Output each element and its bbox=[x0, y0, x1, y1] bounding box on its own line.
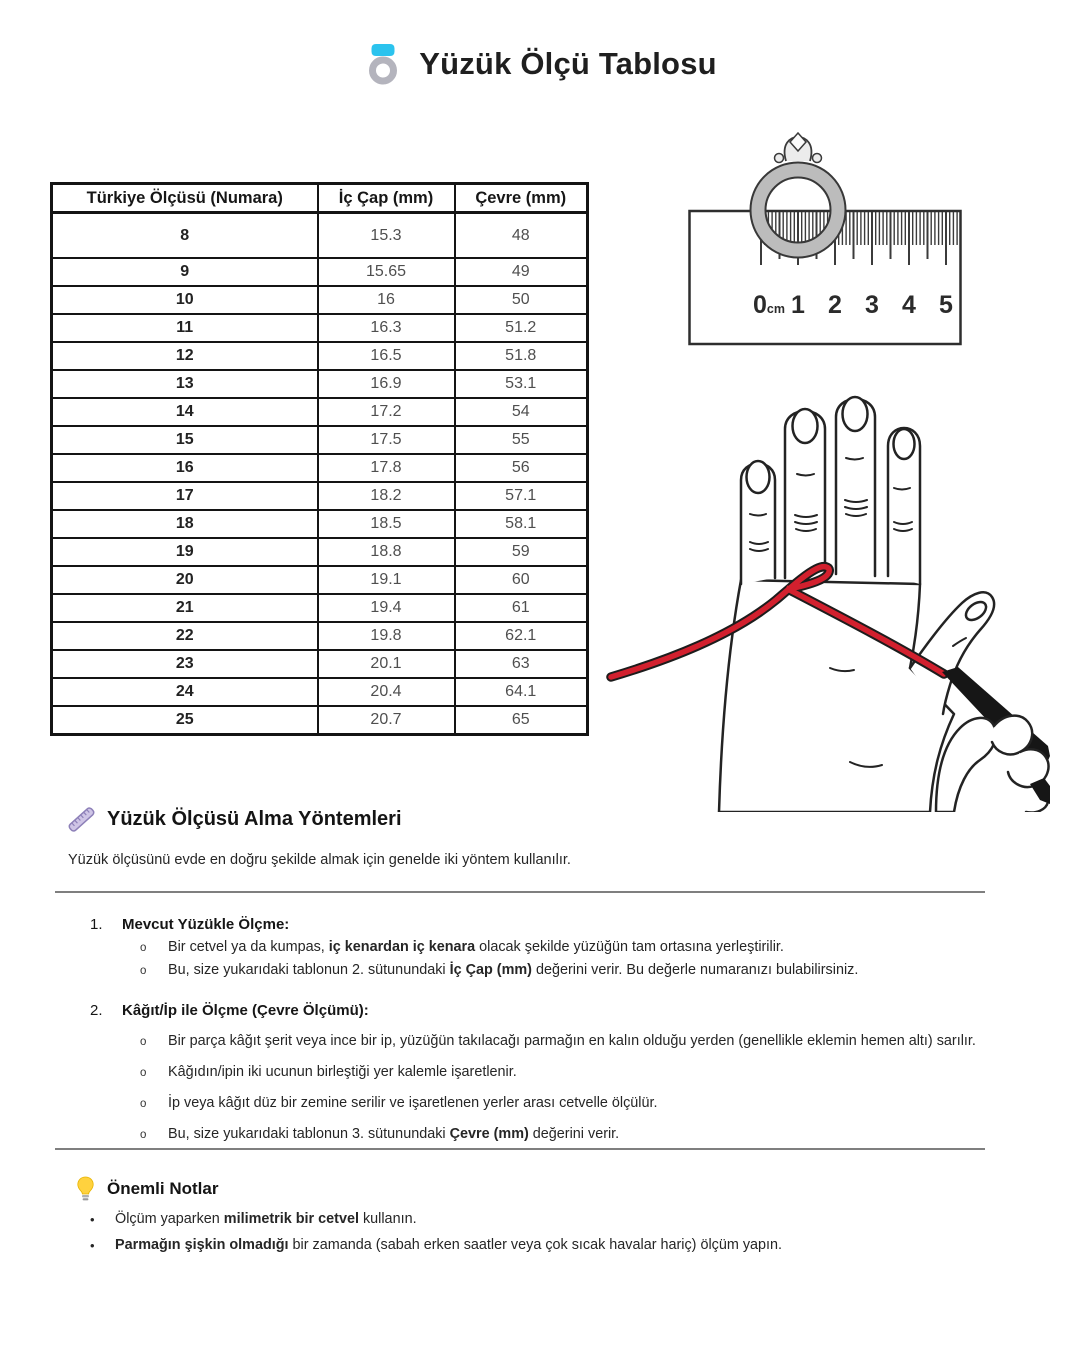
bullet-marker: o bbox=[140, 1036, 147, 1048]
hand-string-illustration bbox=[598, 372, 1050, 812]
diameter-cell: 20.4 bbox=[318, 678, 455, 706]
lightbulb-icon bbox=[75, 1176, 96, 1202]
method-bullet: o Bu, size yukarıdaki tablonun 3. sütunundaki Çevre (mm) değerini verir. bbox=[140, 1126, 620, 1142]
bullet-marker: o bbox=[140, 1098, 147, 1110]
ring-on-ruler-illustration bbox=[685, 130, 965, 352]
size-cell: 24 bbox=[52, 678, 318, 706]
bullet-marker: o bbox=[140, 1129, 147, 1141]
circumference-cell: 63 bbox=[455, 650, 588, 678]
circumference-cell: 48 bbox=[455, 213, 588, 259]
size-cell: 17 bbox=[52, 482, 318, 510]
size-cell: 25 bbox=[52, 706, 318, 735]
diameter-cell: 18.8 bbox=[318, 538, 455, 566]
ring-size-table bbox=[50, 182, 589, 736]
diameter-cell: 16.9 bbox=[318, 370, 455, 398]
table-row bbox=[52, 342, 588, 370]
svg-text:1: 1 bbox=[791, 291, 805, 319]
circumference-cell: 54 bbox=[455, 398, 588, 426]
page-title: Yüzük Ölçü Tablosu bbox=[419, 46, 717, 81]
diameter-cell: 18.2 bbox=[318, 482, 455, 510]
divider bbox=[55, 1148, 985, 1150]
table-row bbox=[52, 258, 588, 286]
table-row bbox=[52, 678, 588, 706]
diameter-cell: 19.1 bbox=[318, 566, 455, 594]
table-row bbox=[52, 426, 588, 454]
note-item: • Parmağın şişkin olmadığı bir zamanda (sabah erken saatler veya çok sıcak havalar hariç) ölçüm yapın. bbox=[90, 1237, 783, 1253]
diameter-cell: 20.7 bbox=[318, 706, 455, 735]
bullet-marker: • bbox=[90, 1212, 95, 1227]
table-body bbox=[52, 213, 588, 735]
method-item bbox=[68, 916, 1028, 980]
table-row bbox=[52, 454, 588, 482]
method-title: Kâğıt/İp ile Ölçme (Çevre Ölçümü): bbox=[122, 1002, 369, 1019]
size-cell: 22 bbox=[52, 622, 318, 650]
methods-intro: Yüzük ölçüsünü evde en doğru şekilde almak için genelde iki yöntem kullanılır. bbox=[68, 852, 571, 868]
divider bbox=[55, 891, 985, 893]
circumference-cell: 62.1 bbox=[455, 622, 588, 650]
table-row bbox=[52, 286, 588, 314]
size-cell: 19 bbox=[52, 538, 318, 566]
table-row bbox=[52, 650, 588, 678]
methods-list bbox=[68, 916, 1028, 1144]
note-item: • Ölçüm yaparken milimetrik bir cetvel kullanın. bbox=[90, 1211, 417, 1227]
table-row bbox=[52, 510, 588, 538]
circumference-cell: 58.1 bbox=[455, 510, 588, 538]
circumference-cell: 56 bbox=[455, 454, 588, 482]
list-number: 1. bbox=[90, 916, 103, 933]
page-title-row bbox=[0, 42, 1080, 86]
size-cell: 23 bbox=[52, 650, 318, 678]
size-cell: 14 bbox=[52, 398, 318, 426]
method-bullet: o İp veya kâğıt düz bir zemine serilir ve işaretlenen yerler arası cetvelle ölçülür. bbox=[140, 1095, 658, 1111]
methods-heading-text: Yüzük Ölçüsü Alma Yöntemleri bbox=[107, 808, 402, 830]
table-row bbox=[52, 370, 588, 398]
ruler-icon bbox=[68, 806, 95, 833]
method-bullet: o Bu, size yukarıdaki tablonun 2. sütunundaki İç Çap (mm) değerini verir. Bu değerle numaranızı bulabilirsiniz. bbox=[140, 962, 859, 978]
circumference-cell: 55 bbox=[455, 426, 588, 454]
table-row bbox=[52, 566, 588, 594]
size-cell: 21 bbox=[52, 594, 318, 622]
table-row bbox=[52, 314, 588, 342]
circumference-cell: 51.2 bbox=[455, 314, 588, 342]
circumference-cell: 49 bbox=[455, 258, 588, 286]
table-row bbox=[52, 706, 588, 735]
circumference-cell: 61 bbox=[455, 594, 588, 622]
col-header-diameter: İç Çap (mm) bbox=[318, 184, 455, 213]
circumference-cell: 60 bbox=[455, 566, 588, 594]
circumference-cell: 57.1 bbox=[455, 482, 588, 510]
diameter-cell: 16.5 bbox=[318, 342, 455, 370]
diameter-cell: 19.4 bbox=[318, 594, 455, 622]
size-cell: 11 bbox=[52, 314, 318, 342]
size-cell: 15 bbox=[52, 426, 318, 454]
method-bullet: o Kâğıdın/ipin iki ucunun birleştiği yer kalemle işaretlenir. bbox=[140, 1064, 517, 1080]
diameter-cell: 15.65 bbox=[318, 258, 455, 286]
ring-icon bbox=[363, 42, 403, 86]
bullet-marker: o bbox=[140, 942, 147, 954]
svg-text:4: 4 bbox=[902, 291, 916, 319]
method-bullet: o Bir cetvel ya da kumpas, iç kenardan iç kenara olacak şekilde yüzüğün tam ortasına yerleştirilir. bbox=[140, 939, 784, 955]
col-header-size: Türkiye Ölçüsü (Numara) bbox=[52, 184, 318, 213]
size-cell: 12 bbox=[52, 342, 318, 370]
circumference-cell: 59 bbox=[455, 538, 588, 566]
table-header-row bbox=[52, 184, 588, 213]
svg-text:5: 5 bbox=[939, 291, 953, 319]
notes-heading bbox=[75, 1176, 1015, 1202]
table-row bbox=[52, 622, 588, 650]
notes-section bbox=[75, 1176, 1015, 1254]
circumference-cell: 64.1 bbox=[455, 678, 588, 706]
size-cell: 13 bbox=[52, 370, 318, 398]
diameter-cell: 17.5 bbox=[318, 426, 455, 454]
svg-text:2: 2 bbox=[828, 291, 842, 319]
size-cell: 18 bbox=[52, 510, 318, 538]
bullet-marker: o bbox=[140, 1067, 147, 1079]
method-title: Mevcut Yüzükle Ölçme: bbox=[122, 916, 290, 933]
size-cell: 8 bbox=[52, 213, 318, 259]
circumference-cell: 53.1 bbox=[455, 370, 588, 398]
method-item bbox=[68, 1002, 1028, 1144]
table-row bbox=[52, 482, 588, 510]
circumference-cell: 65 bbox=[455, 706, 588, 735]
table-row bbox=[52, 538, 588, 566]
notes-heading-text: Önemli Notlar bbox=[107, 1179, 219, 1198]
methods-section-heading bbox=[68, 806, 402, 833]
diameter-cell: 15.3 bbox=[318, 213, 455, 259]
svg-text:3: 3 bbox=[865, 291, 879, 319]
size-cell: 16 bbox=[52, 454, 318, 482]
size-cell: 10 bbox=[52, 286, 318, 314]
table-row bbox=[52, 594, 588, 622]
bullet-marker: • bbox=[90, 1238, 95, 1253]
diameter-cell: 20.1 bbox=[318, 650, 455, 678]
diameter-cell: 16.3 bbox=[318, 314, 455, 342]
bullet-marker: o bbox=[140, 965, 147, 977]
table-row bbox=[52, 213, 588, 259]
circumference-cell: 50 bbox=[455, 286, 588, 314]
list-number: 2. bbox=[90, 1002, 103, 1019]
diameter-cell: 16 bbox=[318, 286, 455, 314]
svg-text:0cm: 0cm bbox=[753, 291, 785, 319]
method-bullet: o Bir parça kâğıt şerit veya ince bir ip, yüzüğün takılacağı parmağın en kalın olduğu yerden (genellikle eklemin hemen altı) sarılır. bbox=[140, 1033, 976, 1049]
diameter-cell: 18.5 bbox=[318, 510, 455, 538]
circumference-cell: 51.8 bbox=[455, 342, 588, 370]
diameter-cell: 17.2 bbox=[318, 398, 455, 426]
size-cell: 9 bbox=[52, 258, 318, 286]
col-header-circumference: Çevre (mm) bbox=[455, 184, 588, 213]
size-table-container bbox=[50, 182, 589, 736]
diameter-cell: 17.8 bbox=[318, 454, 455, 482]
table-row bbox=[52, 398, 588, 426]
diameter-cell: 19.8 bbox=[318, 622, 455, 650]
right-hand bbox=[936, 716, 1048, 812]
size-cell: 20 bbox=[52, 566, 318, 594]
